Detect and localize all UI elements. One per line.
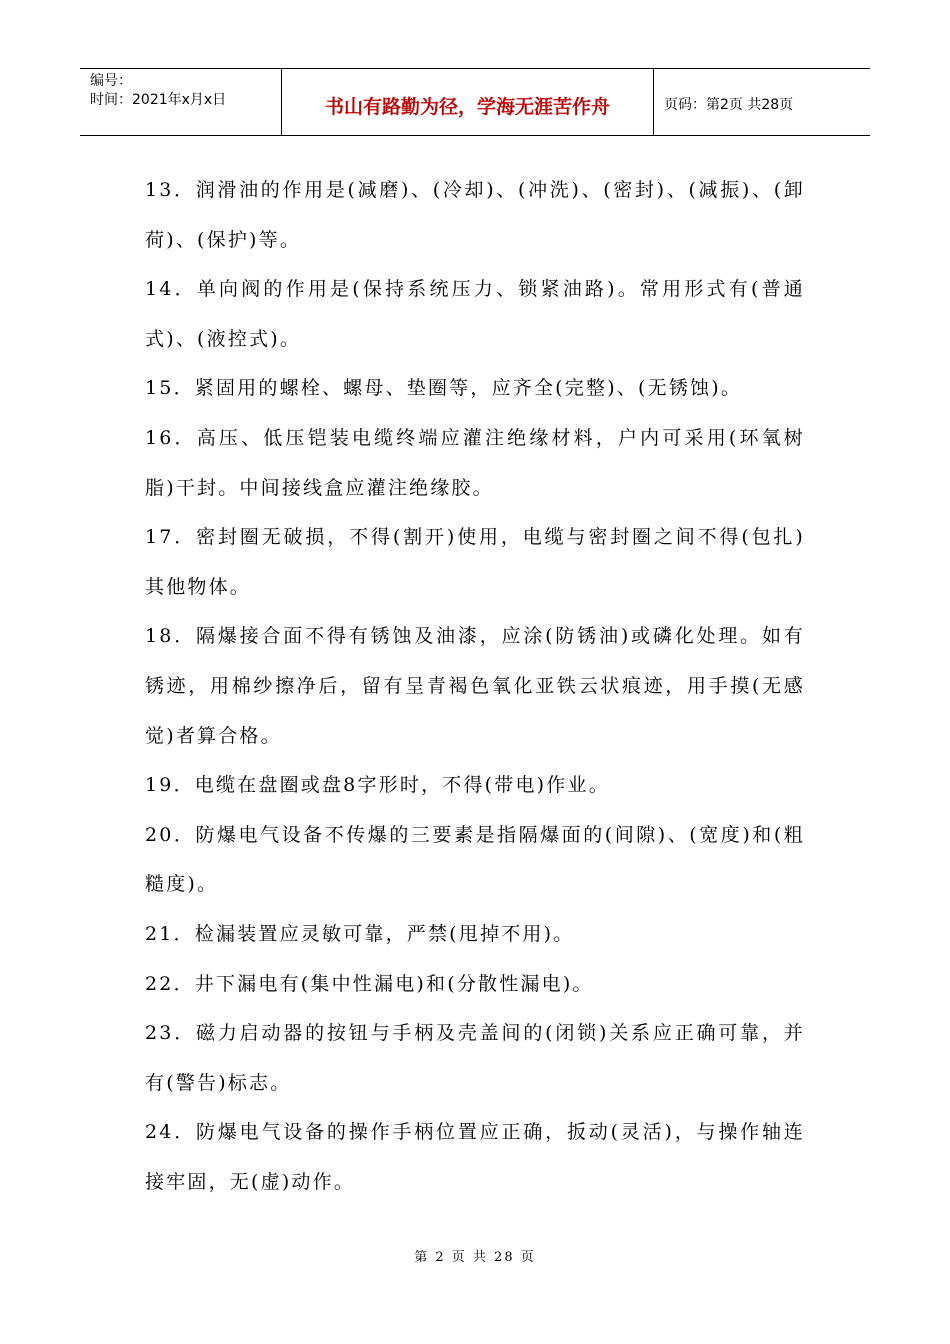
list-item: 20．防爆电气设备不传爆的三要素是指隔爆面的(间隙)、(宽度)和(粗糙度)。 [145,823,805,896]
list-item: 24．防爆电气设备的操作手柄位置应正确，扳动(灵活)，与操作轴连接牢固，无(虚)动作。 [145,1121,805,1193]
document-number-label: 编号： [90,73,132,89]
list-item: 19．电缆在盘圈或盘8字形时，不得(带电)作业。 [145,774,610,797]
header-page-cell [654,69,870,135]
document-time-label: 时间：2021年x月x日 [90,92,227,108]
header-meta-cell [80,69,282,135]
page-footer [0,1246,950,1265]
list-item: 14．单向阀的作用是(保持系统压力、锁紧油路)。常用形式有(普通式)、(液控式)。 [145,278,805,350]
page-header [80,68,870,136]
list-item: 15．紧固用的螺栓、螺母、垫圈等，应齐全(完整)、(无锈蚀)。 [145,377,743,400]
footer-page-number: 第 2 页 共 28 页 [414,1250,536,1265]
list-item: 18．隔爆接合面不得有锈蚀及油漆，应涂(防锈油)或磷化处理。如有锈迹，用棉纱擦净后，留有呈青褐色氧化亚铁云状痕迹，用手摸(无感觉)者算合格。 [145,625,805,747]
header-motto-cell [282,69,654,135]
header-page-info: 页码：第2页 共28页 [664,97,794,113]
list-item: 13．润滑油的作用是(减磨)、(冷却)、(冲洗)、(密封)、(减振)、(卸荷)、(保护)等。 [145,179,805,251]
list-item: 23．磁力启动器的按钮与手柄及壳盖间的(闭锁)关系应正确可靠，并有(警告)标志。 [145,1022,805,1094]
list-item: 16．高压、低压铠装电缆终端应灌注绝缘材料，户内可采用(环氧树脂)干封。中间接线盒应灌注绝缘胶。 [145,426,805,499]
list-item: 22．井下漏电有(集中性漏电)和(分散性漏电)。 [145,972,594,995]
list-item: 21．检漏装置应灵敏可靠，严禁(甩掉不用)。 [145,922,575,945]
header-motto: 书山有路勤为径，学海无涯苦作舟 [324,95,610,118]
list-item: 17．密封圈无破损，不得(割开)使用，电缆与密封圈之间不得(包扎)其他物体。 [145,526,805,598]
document-body [145,166,805,1207]
